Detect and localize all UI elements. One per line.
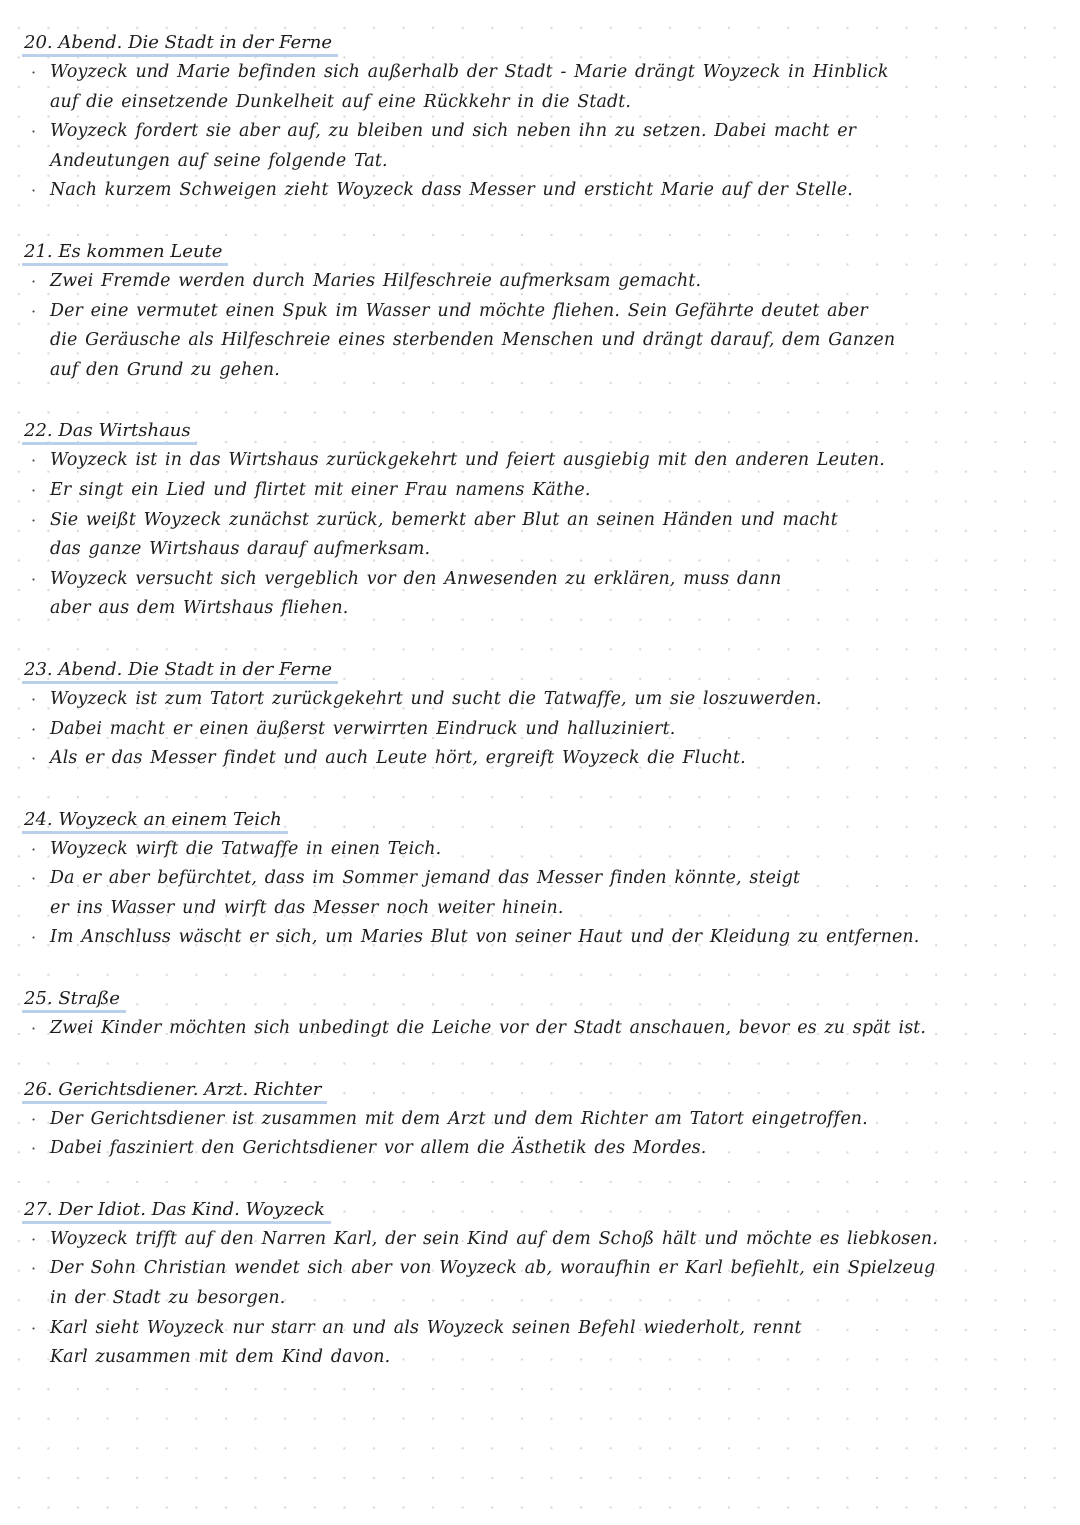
list-item [22,1225,1052,1255]
list-item-text: Woyzeck versucht sich vergeblich vor den Anwesenden zu erklären, muss dann aber aus dem Wirtshaus fliehen. [50,568,782,619]
bullet-icon: · [31,1229,37,1249]
list-item-text: Der eine vermutet einen Spuk im Wasser und möchte fliehen. Sein Gefährte deutet aber die Geräusche als Hilfeschreie eines sterbenden Menschen und drängt darauf, dem Ganzen auf den Grund zu gehen. [50,300,896,380]
list-item-text: Er singt ein Lied und flirtet mit einer Frau namens Käthe. [50,479,591,500]
bullet-icon: · [31,181,37,201]
bullet-icon: · [31,869,37,889]
section-21 [22,237,1052,385]
section-23 [22,655,1052,774]
bullet-list [22,1014,1052,1044]
bullet-icon: · [31,1019,37,1039]
section-24 [22,805,1052,953]
section-heading: 22. Das Wirtshaus [22,416,197,446]
list-item [22,267,1052,297]
bullet-icon: · [31,1259,37,1279]
list-item-text: Der Gerichtsdiener ist zusammen mit dem Arzt und dem Richter am Tatort eingetroffen. [50,1108,868,1129]
list-item [22,1254,1052,1313]
bullet-list [22,446,1052,624]
list-item-text: Woyzeck trifft auf den Narren Karl, der sein Kind auf dem Schoß hält und möchte es liebkosen. [50,1228,938,1249]
list-item [22,297,1052,386]
bullet-icon: · [31,1318,37,1338]
list-item-text: Der Sohn Christian wendet sich aber von Woyzeck ab, woraufhin er Karl befiehlt, ein Spielzeug in der Stadt zu besorgen. [50,1258,936,1309]
bullet-icon: · [31,63,37,82]
bullet-icon: · [31,719,37,739]
notes-page [22,28,1052,1373]
section-26 [22,1075,1052,1164]
bullet-icon: · [31,839,37,859]
bullet-icon: · [31,569,37,589]
list-item [22,685,1052,715]
section-heading: 21. Es kommen Leute [22,237,228,267]
list-item [22,58,1052,117]
bullet-list [22,1105,1052,1164]
bullet-icon: · [31,928,37,948]
list-item-text: Woyzeck ist in das Wirtshaus zurückgekehrt und feiert ausgiebig mit den anderen Leuten. [50,450,885,471]
bullet-list [22,58,1052,206]
list-item [22,1314,1052,1373]
list-item-text: Als er das Messer findet und auch Leute hört, ergreift Woyzeck die Flucht. [50,748,746,769]
list-item [22,506,1052,565]
section-heading: 25. Straße [22,984,126,1014]
bullet-icon: · [31,122,37,142]
section-heading: 24. Woyzeck an einem Teich [22,805,288,835]
section-heading: 27. Der Idiot. Das Kind. Woyzeck [22,1195,331,1225]
list-item [22,835,1052,865]
list-item [22,1014,1052,1044]
list-item [22,117,1052,176]
list-item [22,923,1052,953]
bullet-list [22,685,1052,774]
bullet-icon: · [31,480,37,500]
list-item-text: Da er aber befürchtet, dass im Sommer jemand das Messer finden könnte, steigt er ins Wasser und wirft das Messer noch weiter hinein. [50,868,801,918]
bullet-icon: · [31,451,37,471]
list-item-text: Sie weißt Woyzeck zunächst zurück, bemerkt aber Blut an seinen Händen und macht das ganze Wirtshaus darauf aufmerksam. [50,509,838,560]
bullet-list [22,835,1052,953]
list-item-text: Nach kurzem Schweigen zieht Woyzeck dass Messer und ersticht Marie auf der Stelle. [50,180,853,201]
list-item-text: Dabei fasziniert den Gerichtsdiener vor allem die Ästhetik des Mordes. [50,1138,707,1159]
list-item [22,446,1052,476]
list-item [22,1134,1052,1164]
list-item-text: Karl sieht Woyzeck nur starr an und als Woyzeck seinen Befehl wiederholt, rennt Karl zusammen mit dem Kind davon. [50,1317,802,1368]
list-item [22,1105,1052,1135]
list-item-text: Zwei Fremde werden durch Maries Hilfeschreie aufmerksam gemacht. [50,270,702,291]
bullet-list [22,267,1052,385]
section-heading: 26. Gerichtsdiener. Arzt. Richter [22,1075,327,1105]
list-item [22,715,1052,745]
bullet-icon: · [31,749,37,769]
list-item-text: Zwei Kinder möchten sich unbedingt die Leiche vor der Stadt anschauen, bevor es zu spät ist. [50,1018,927,1039]
list-item [22,565,1052,624]
bullet-icon: · [31,301,37,321]
section-25 [22,984,1052,1044]
list-item-text: Woyzeck ist zum Tatort zurückgekehrt und sucht die Tatwaffe, um sie loszuwerden. [50,688,822,709]
list-item [22,476,1052,506]
section-heading: 23. Abend. Die Stadt in der Ferne [22,655,338,685]
bullet-icon: · [31,1139,37,1159]
section-heading: 20. Abend. Die Stadt in der Ferne [22,28,338,58]
list-item [22,744,1052,774]
section-20 [22,28,1052,206]
list-item-text: Dabei macht er einen äußerst verwirrten Eindruck und halluziniert. [50,718,676,739]
list-item [22,176,1052,206]
list-item-text: Im Anschluss wäscht er sich, um Maries Blut von seiner Haut und der Kleidung zu entfernen. [50,927,920,948]
list-item-text: Woyzeck fordert sie aber auf, zu bleiben und sich neben ihn zu setzen. Dabei macht er Andeutungen auf seine folgende Tat. [50,121,857,171]
section-22 [22,416,1052,624]
list-item-text: Woyzeck wirft die Tatwaffe in einen Teich. [50,838,442,859]
bullet-icon: · [31,510,37,530]
list-item-text: Woyzeck und Marie befinden sich außerhalb der Stadt - Marie drängt Woyzeck in Hinblick auf die einsetzende Dunkelheit auf eine Rückkehr in die Stadt. [50,62,889,112]
section-27 [22,1195,1052,1373]
bullet-icon: · [31,689,37,709]
bullet-icon: · [31,271,37,291]
bullet-icon: · [31,1109,37,1129]
list-item [22,864,1052,923]
bullet-list [22,1225,1052,1373]
